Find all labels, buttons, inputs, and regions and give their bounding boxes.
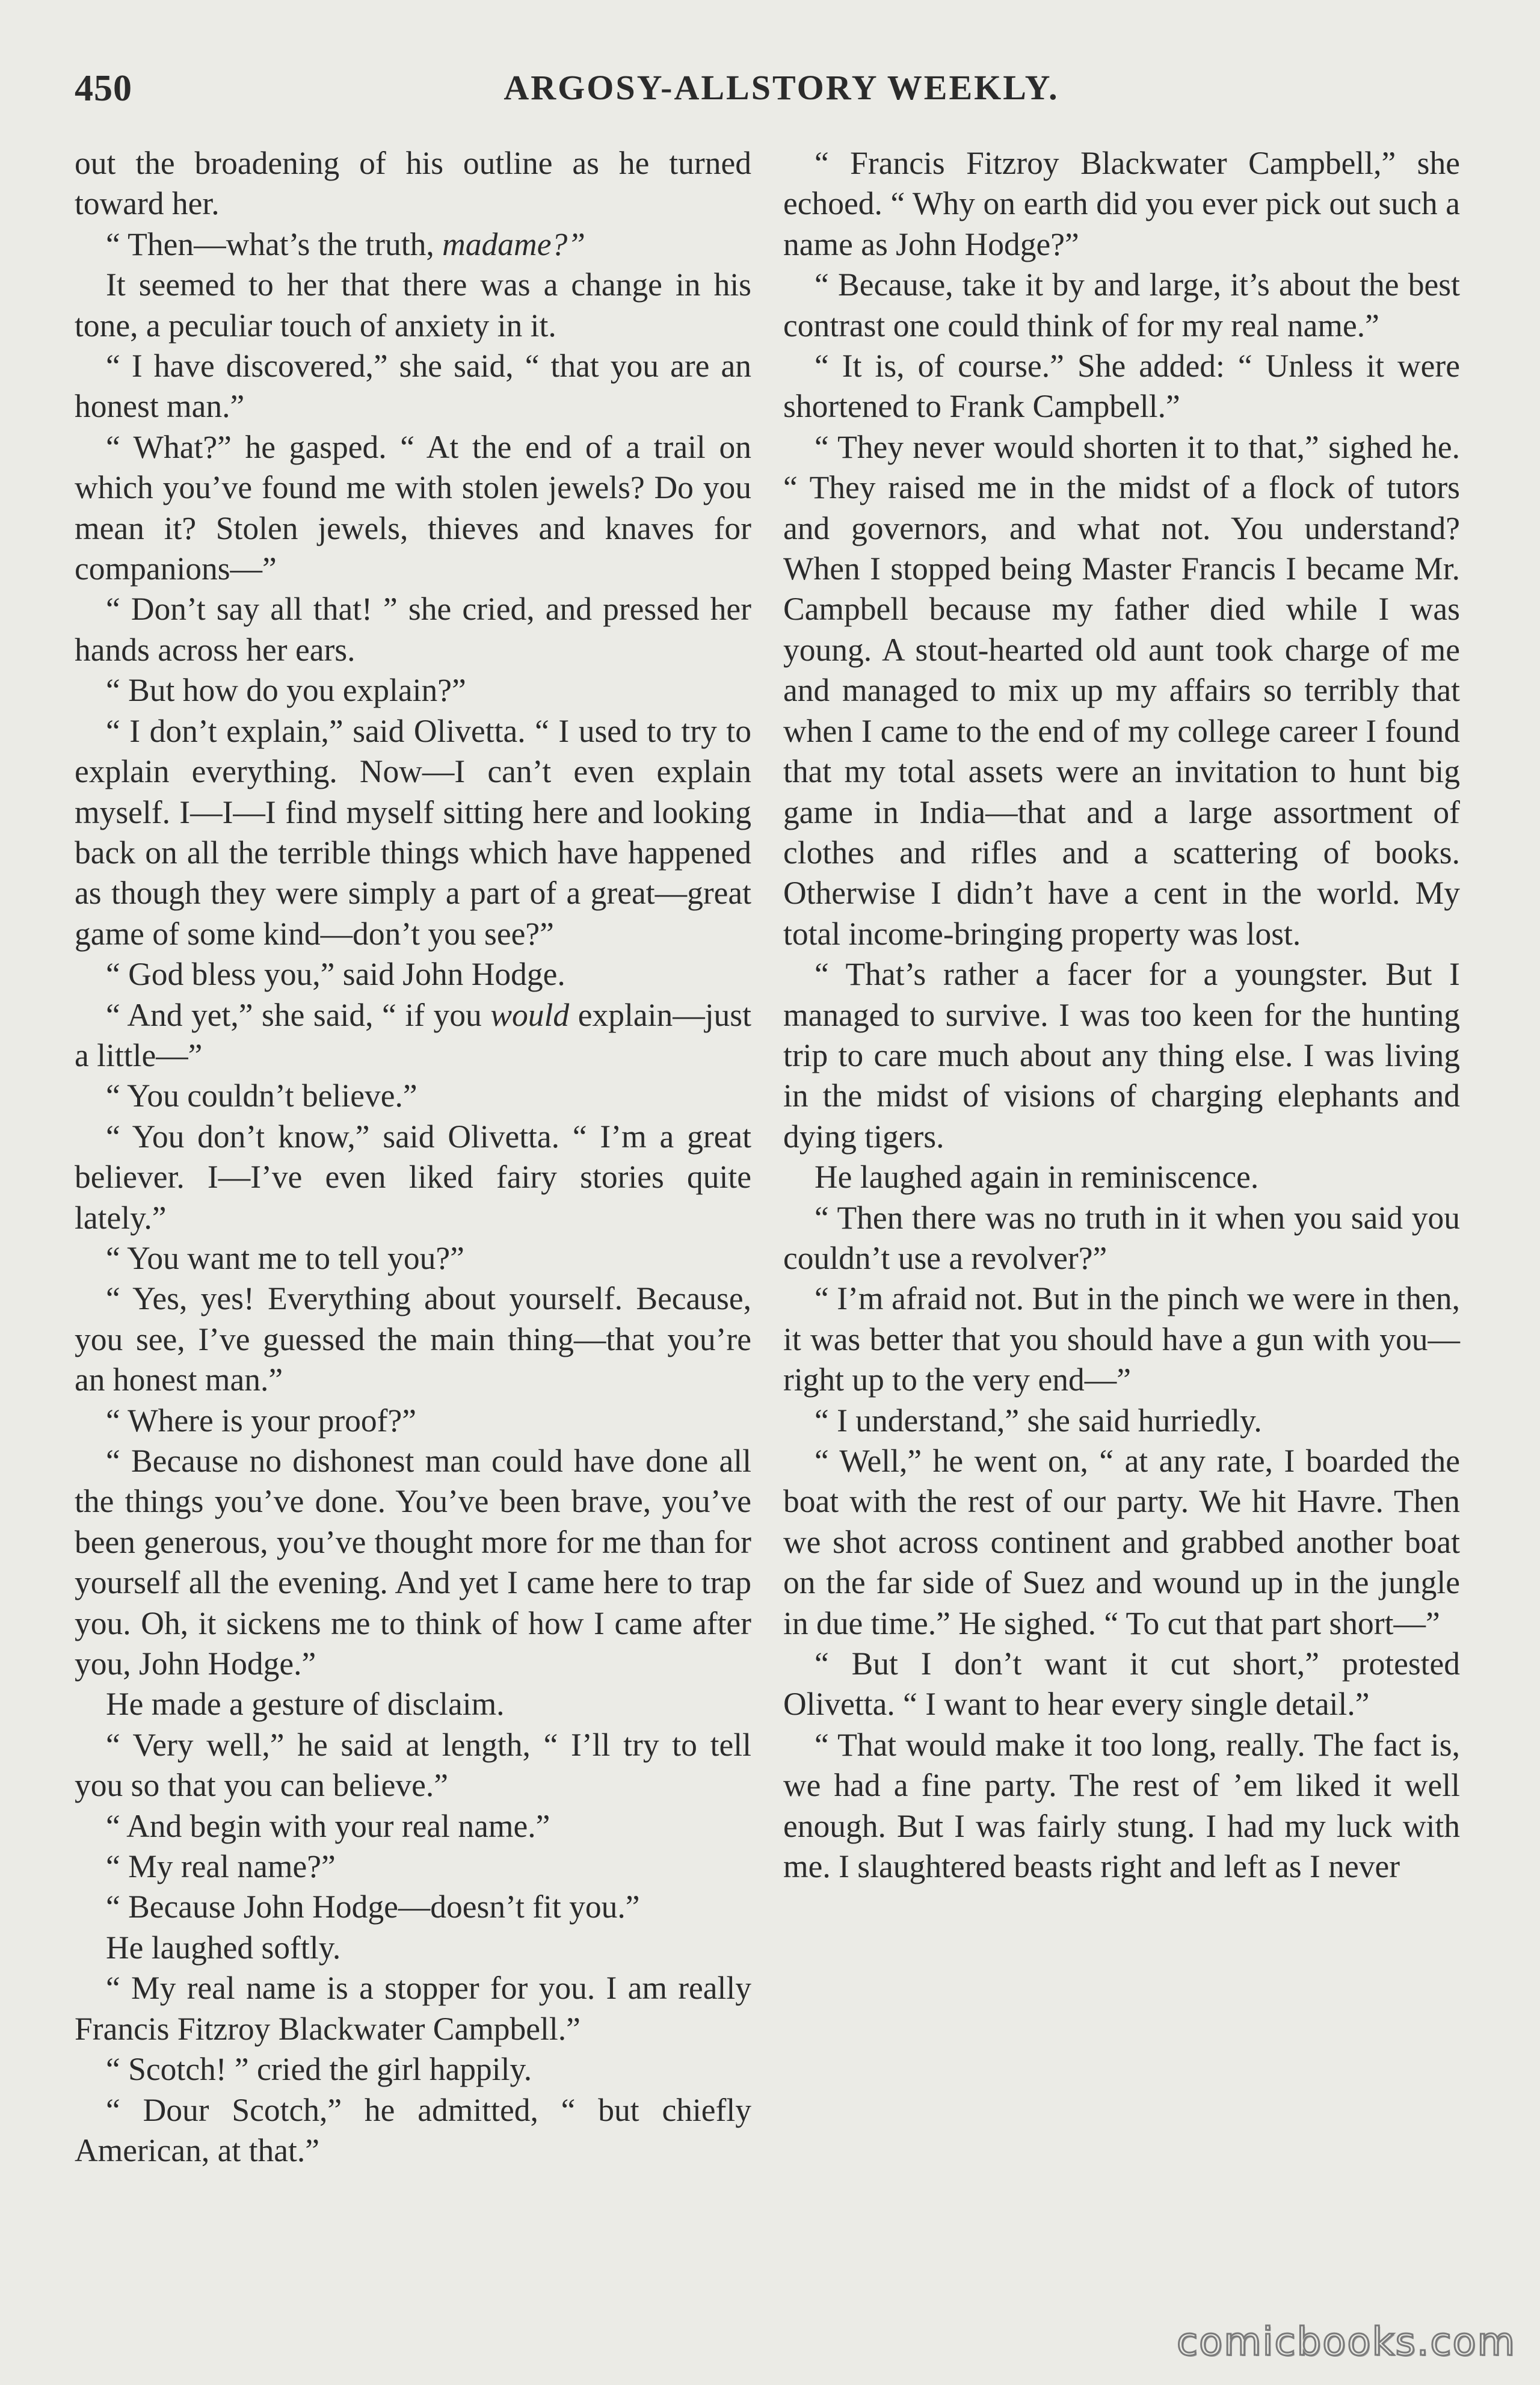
paragraph: [75, 954, 751, 995]
text-run: “ But I don’t want it cut short,” protested Olivetta. “ I want to hear every single detail.”: [783, 1646, 1460, 1723]
text-run: “ And begin with your real name.”: [106, 1807, 550, 1844]
paragraph: [75, 346, 751, 427]
text-run: “ Well,” he went on, “ at any rate, I boarded the boat with the rest of our party. We hit Havre. Then we shot across continent and grabbed another boat on the far side of Suez and wound up in the jungle in due time.” He sighed. “ To cut that part short—”: [783, 1443, 1460, 1641]
paragraph: [75, 995, 751, 1076]
text-run: “ Francis Fitzroy Blackwater Campbell,” she echoed. “ Why on earth did you ever pick out such a name as John Hodge?”: [783, 145, 1460, 262]
paragraph: [75, 1441, 751, 1684]
paragraph: [75, 143, 751, 224]
italic-text: madame?”: [442, 226, 585, 262]
text-run: “ Scotch! ” cried the girl happily.: [106, 2051, 532, 2088]
paragraph: [75, 670, 751, 711]
text-run: explain—just a little—”: [75, 996, 751, 1073]
paragraph: [75, 1928, 751, 1968]
text-run: “ Very well,” he said at length, “ I’ll try to tell you so that you can believe.”: [75, 1726, 751, 1804]
text-run: “ Yes, yes! Everything about yourself. Because, you see, I’ve guessed the main thing—that you’re an honest man.”: [75, 1280, 751, 1398]
paragraph: [75, 1725, 751, 1806]
paragraph: [75, 427, 751, 590]
paragraph: [75, 2049, 751, 2090]
paragraph: [75, 1279, 751, 1400]
paragraph: [75, 1401, 751, 1441]
page-header: [75, 58, 1488, 124]
paragraph: [75, 1117, 751, 1238]
watermark: comicbooks.com: [1176, 2320, 1516, 2365]
text-run: “ I’m afraid not. But in the pinch we were in then, it was better that you should have a gun with you—right up to the very end—”: [783, 1280, 1460, 1398]
text-run: “ Because no dishonest man could have done all the things you’ve done. You’ve been brave, you’ve been generous, you’ve thought more for me than for yourself all the evening. And yet I came here to trap you. Oh, it sickens me to think of how I came after you, John Hodge.”: [75, 1443, 751, 1682]
text-run: It seemed to her that there was a change in his tone, a peculiar touch of anxiety in it.: [75, 267, 751, 344]
paragraph: [783, 265, 1460, 346]
paragraph: [783, 1644, 1460, 1725]
paragraph: [783, 1157, 1460, 1197]
paragraph: [75, 1968, 751, 2049]
paragraph: [783, 143, 1460, 265]
paragraph: [75, 265, 751, 346]
paragraph: [75, 1806, 751, 1847]
text-run: “ My real name is a stopper for you. I am really Francis Fitzroy Blackwater Campbell.”: [75, 1970, 751, 2047]
paragraph: [783, 1725, 1460, 1887]
paragraph: [783, 346, 1460, 427]
text-run: “ But how do you explain?”: [106, 672, 466, 709]
text-run: “ Because John Hodge—doesn’t fit you.”: [106, 1889, 640, 1925]
right-column: [783, 143, 1460, 1887]
running-head: ARGOSY-ALLSTORY WEEKLY.: [504, 68, 1059, 107]
text-run: “ They never would shorten it to that,” sighed he. “ They raised me in the midst of a flock of tutors and governors, and what not. You understand? When I stopped being Master Francis I became Mr. Campbell because my father died while I was young. A stout-hearted old aunt took charge of me and managed to mix up my affairs so terribly that when I came to the end of my college career I found that my total assets were an invitation to hunt big game in India—that and a large assortment of clothes and rifles and a scattering of books. Otherwise I didn’t have a cent in the world. My total income-bringing property was lost.: [783, 428, 1460, 952]
paragraph: [783, 1279, 1460, 1400]
text-run: He laughed again in reminiscence.: [815, 1159, 1259, 1196]
text-run: “ Because, take it by and large, it’s about the best contrast one could think of for my real name.”: [783, 267, 1460, 344]
paragraph: [75, 1887, 751, 1927]
paragraph: [75, 589, 751, 670]
paragraph: [75, 1238, 751, 1279]
paragraph: [75, 1684, 751, 1724]
paragraph: [75, 1076, 751, 1116]
italic-text: would: [490, 996, 570, 1033]
text-run: “ You couldn’t believe.”: [106, 1078, 417, 1114]
text-run: “ That would make it too long, really. The fact is, we had a fine party. The rest of ’em liked it well enough. But I was fairly stung. I had my luck with me. I slaughtered beasts right and left as I never: [783, 1726, 1460, 1885]
text-run: “ What?” he gasped. “ At the end of a trail on which you’ve found me with stolen jewels? Do you mean it? Stolen jewels, thieves and knaves for companions—”: [75, 428, 751, 587]
text-run: He made a gesture of disclaim.: [106, 1686, 505, 1723]
text-run: “ It is, of course.” She added: “ Unless it were shortened to Frank Campbell.”: [783, 348, 1460, 425]
paragraph: [75, 711, 751, 954]
paragraph: [783, 954, 1460, 1157]
text-run: “ That’s rather a facer for a youngster. But I managed to survive. I was too keen for the hunting trip to care much about any thing else. I was living in the midst of visions of charging elephants and dying tigers.: [783, 956, 1460, 1155]
text-run: out the broadening of his outline as he turned toward her.: [75, 145, 751, 222]
text-run: “ You don’t know,” said Olivetta. “ I’m a great believer. I—I’ve even liked fairy stories quite lately.”: [75, 1118, 751, 1236]
text-run: “ I understand,” she said hurriedly.: [815, 1402, 1262, 1439]
paragraph: [783, 427, 1460, 954]
paragraph: [783, 1441, 1460, 1644]
text-run: “ And yet,” she said, “ if you: [106, 996, 491, 1033]
text-run: “ You want me to tell you?”: [106, 1239, 464, 1276]
text-run: “ God bless you,” said John Hodge.: [106, 956, 565, 993]
paragraph: [783, 1198, 1460, 1279]
text-run: “ My real name?”: [106, 1848, 336, 1885]
page-number: 450: [75, 68, 132, 109]
text-run: “ Then there was no truth in it when you said you couldn’t use a revolver?”: [783, 1199, 1460, 1276]
text-run: “ Dour Scotch,” he admitted, “ but chiefly American, at that.”: [75, 2091, 751, 2168]
text-run: “ I have discovered,” she said, “ that you are an honest man.”: [75, 348, 751, 425]
paragraph: [783, 1401, 1460, 1441]
text-run: “ I don’t explain,” said Olivetta. “ I used to try to explain everything. Now—I can’t even explain myself. I—I—I find myself sitting here and looking back on all the terrible things which have happened as though they were simply a part of a great—great game of some kind—don’t you see?”: [75, 712, 751, 952]
paragraph: [75, 224, 751, 265]
text-run: “ Don’t say all that! ” she cried, and pressed her hands across her ears.: [75, 591, 751, 668]
text-run: “ Where is your proof?”: [106, 1402, 416, 1439]
text-run: “ Then—what’s the truth,: [106, 226, 443, 262]
left-column: [75, 143, 751, 2171]
text-run: He laughed softly.: [106, 1929, 341, 1966]
paragraph: [75, 1847, 751, 1887]
paragraph: [75, 2090, 751, 2171]
